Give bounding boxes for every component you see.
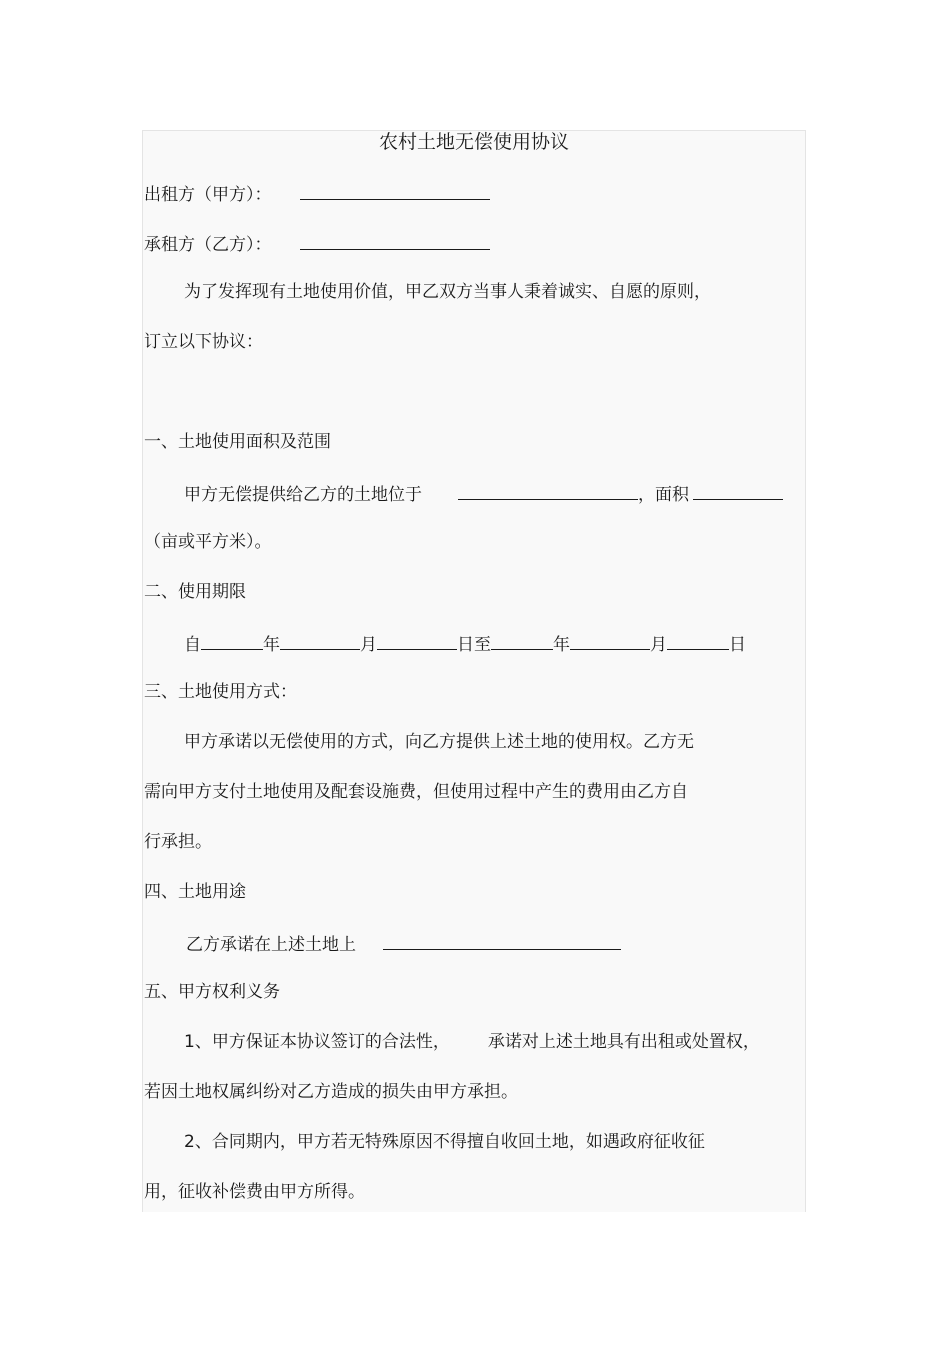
section-4-text — [186, 931, 621, 956]
land-use-blank[interactable] — [383, 931, 621, 950]
year-label: 年 — [553, 635, 570, 655]
term-line — [184, 631, 746, 656]
end-month-blank[interactable] — [570, 631, 650, 650]
section-3-line-3: 行承担。 — [144, 832, 212, 852]
day-label: 日 — [729, 635, 746, 655]
intro-line-1: 为了发挥现有土地使用价值，甲乙双方当事人秉着诚实、自愿的原则， — [184, 282, 711, 302]
month-label: 月 — [360, 635, 377, 655]
lessee-label: 承租方（乙方）： — [144, 235, 272, 255]
section-5-item-2-cont: 用，征收补偿费由甲方所得。 — [144, 1182, 365, 1202]
section-2-heading: 二、使用期限 — [144, 582, 246, 602]
area-unit-text: （亩或平方米）。 — [144, 532, 272, 552]
start-day-blank[interactable] — [377, 631, 457, 650]
lessor-label: 出租方（甲方）： — [144, 185, 272, 205]
section-3-line-1: 甲方承诺以无偿使用的方式，向乙方提供上述土地的使用权。乙方无 — [184, 732, 694, 752]
intro-line-2: 订立以下协议： — [144, 332, 263, 352]
lessor-line — [144, 181, 490, 206]
section-5-item-1 — [184, 1031, 760, 1053]
end-day-blank[interactable] — [667, 631, 729, 650]
month-label: 月 — [650, 635, 667, 655]
section-1-heading: 一、土地使用面积及范围 — [144, 432, 331, 452]
lessor-name-blank[interactable] — [300, 181, 490, 200]
lessee-name-blank[interactable] — [300, 231, 490, 250]
area-label: ，面积 — [638, 485, 689, 505]
start-year-blank[interactable] — [201, 631, 263, 650]
section-5-heading: 五、甲方权利义务 — [144, 982, 280, 1002]
from-label: 自 — [184, 635, 201, 655]
document-title: 农村土地无偿使用协议 — [378, 131, 569, 153]
section-3-line-2: 需向甲方支付土地使用及配套设施费，但使用过程中产生的费用由乙方自 — [144, 782, 688, 802]
item-1-part-b: 承诺对上述土地具有出租或处置权， — [487, 1032, 760, 1052]
end-year-blank[interactable] — [491, 631, 553, 650]
section-5-item-2: 2、合同期内，甲方若无特殊原因不得擅自收回土地，如遇政府征收征 — [184, 1132, 705, 1152]
area-blank[interactable] — [693, 481, 783, 500]
day-to-label: 日至 — [457, 635, 491, 655]
land-use-text: 乙方承诺在上述土地上 — [186, 935, 356, 955]
section-5-item-1-cont: 若因土地权属纠纷对乙方造成的损失由甲方承担。 — [144, 1082, 518, 1102]
item-1-part-a: 1、甲方保证本协议签订的合法性， — [184, 1032, 450, 1052]
start-month-blank[interactable] — [280, 631, 360, 650]
year-label: 年 — [263, 635, 280, 655]
lessee-line — [144, 231, 490, 256]
location-blank[interactable] — [458, 481, 638, 500]
section-1-text — [184, 481, 783, 506]
section-3-heading: 三、土地使用方式： — [144, 682, 297, 702]
section-4-heading: 四、土地用途 — [144, 882, 246, 902]
location-text: 甲方无偿提供给乙方的土地位于 — [184, 485, 422, 505]
